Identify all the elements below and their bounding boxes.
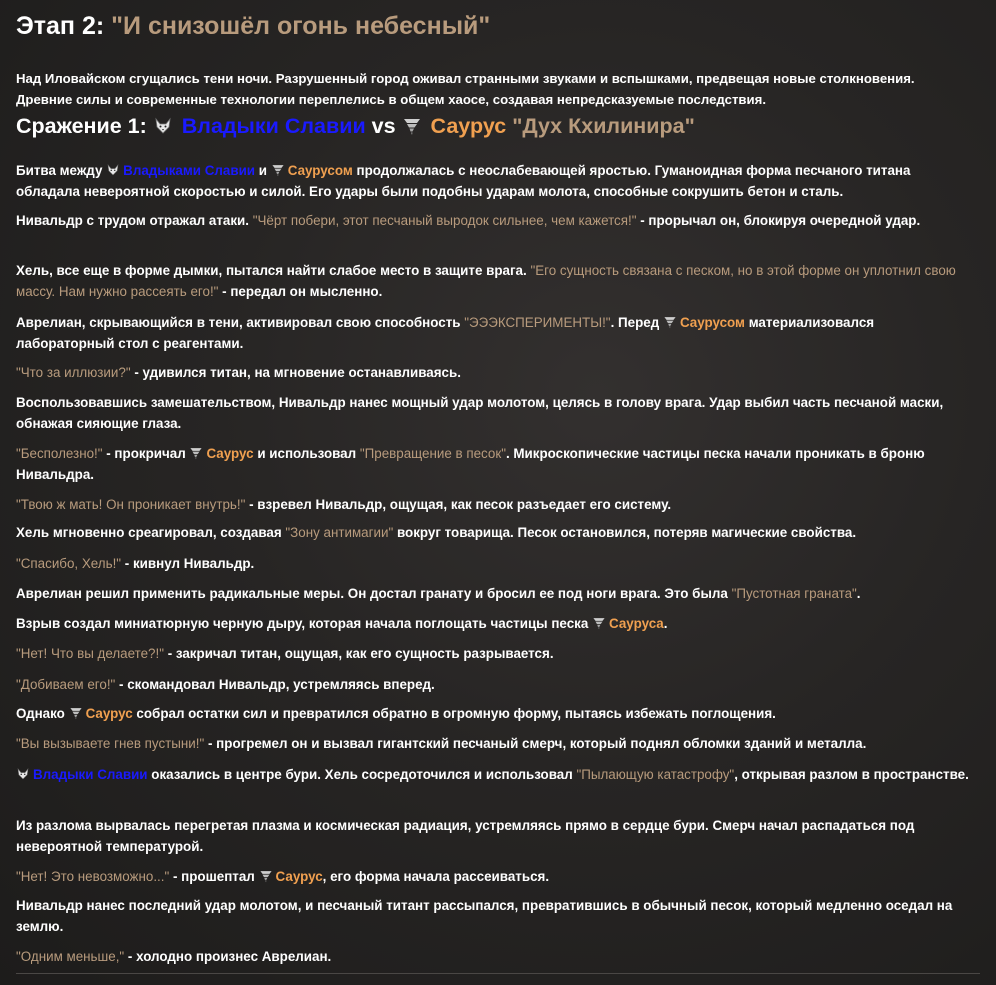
text: Хель мгновенно среагировал, создавая bbox=[16, 525, 282, 540]
text: Аврелиан решил применить радикальные меры. Он достал гранату и бросил ее под ноги врага. Это была bbox=[16, 586, 728, 601]
team2-name: Саурус bbox=[275, 869, 323, 884]
paragraph-3 bbox=[16, 260, 976, 302]
paragraph-4 bbox=[16, 312, 976, 354]
paragraph-7 bbox=[16, 443, 976, 485]
text: - холодно произнес Аврелиан. bbox=[127, 949, 332, 964]
quote: "Пылающую катастрофу" bbox=[576, 767, 735, 782]
text: Нивальдр нанес последний удар молотом, и песчаный титант рассыпался, превратившись в обычный песок, который медленно оседал на землю. bbox=[16, 898, 953, 934]
battle-title bbox=[16, 114, 695, 139]
section-divider bbox=[16, 973, 980, 974]
stage-title bbox=[16, 12, 490, 41]
text: и bbox=[258, 163, 268, 178]
paragraph-16 bbox=[16, 733, 976, 754]
text: - взревел Нивальдр, ощущая, как песок разъедает его систему. bbox=[249, 497, 672, 512]
stage-prefix: Этап 2: bbox=[16, 12, 105, 40]
text: , открывая разлом в пространстве. bbox=[734, 767, 969, 782]
text: - прорычал он, блокируя очередной удар. bbox=[640, 213, 921, 228]
paragraph-10 bbox=[16, 553, 976, 574]
quote: "Зону антимагии" bbox=[285, 525, 394, 540]
intro-line-2: Древние силы и современные технологии переплелись в общем хаосе, создавая непредсказуемые последствия. bbox=[16, 92, 766, 107]
quote: "Одним меньше," bbox=[16, 949, 125, 964]
paragraph-5 bbox=[16, 362, 976, 383]
quote: "Пустотная граната" bbox=[731, 586, 857, 601]
tornado-icon bbox=[189, 446, 203, 460]
text: - прокричал bbox=[106, 446, 186, 461]
team2-name: Саурус bbox=[85, 706, 133, 721]
text: оказались в центре бури. Хель сосредоточился и использовал bbox=[151, 767, 573, 782]
text: . Микроскопические частицы песка начали проникать в броню Нивальдра. bbox=[16, 446, 925, 482]
quote: "Бесполезно!" bbox=[16, 446, 103, 461]
quote: "Добиваем его!" bbox=[16, 677, 116, 692]
wolf-icon bbox=[16, 767, 30, 781]
paragraph-2 bbox=[16, 210, 976, 231]
paragraph-14 bbox=[16, 674, 976, 695]
paragraph-9 bbox=[16, 522, 976, 543]
intro-line-1: Над Иловайском сгущались тени ночи. Разрушенный город оживал странными звуками и вспышками, предвещая новые столкновения. bbox=[16, 71, 915, 86]
paragraph-1 bbox=[16, 160, 976, 202]
quote: "Превращение в песок" bbox=[359, 446, 506, 461]
text: материализовался лабораторный стол с реагентами. bbox=[16, 315, 875, 351]
quote: "ЭЭЭКСПЕРИМЕНТЫ!" bbox=[464, 315, 611, 330]
wolf-icon bbox=[153, 116, 173, 136]
tornado-icon bbox=[69, 706, 83, 720]
team2-name: Саурус bbox=[206, 446, 254, 461]
quote: "Что за иллюзии?" bbox=[16, 365, 131, 380]
text: продолжалась с неослабевающей яростью. Гуманоидная форма песчаного титана обладала невероятной скоростью и силой. Его удары были подобны ударам молота, способные сокрушить бетон и сталь. bbox=[16, 163, 911, 199]
text: - прошептал bbox=[172, 869, 255, 884]
paragraph-8 bbox=[16, 494, 976, 515]
text: - удивился титан, на мгновение останавливаясь. bbox=[134, 365, 461, 380]
paragraph-15 bbox=[16, 703, 976, 724]
text: вокруг товарища. Песок остановился, потеряв магические свойства. bbox=[396, 525, 857, 540]
text: и использовал bbox=[257, 446, 357, 461]
team2-name: Саурусом bbox=[287, 163, 353, 178]
text: Хель, все еще в форме дымки, пытался найти слабое место в защите врага. bbox=[16, 263, 527, 278]
team1-name: Владыками Славии bbox=[123, 163, 256, 178]
text: Воспользовавшись замешательством, Нивальдр нанес мощный удар молотом, целясь в голову врага. Удар выбил часть песчаной маски, обнажая сияющие глаза. bbox=[16, 395, 944, 431]
text: , его форма начала рассеиваться. bbox=[322, 869, 550, 884]
quote: "Твою ж мать! Он проникает внутрь!" bbox=[16, 497, 246, 512]
text: - кивнул Нивальдр. bbox=[124, 556, 255, 571]
text: . Перед bbox=[610, 315, 660, 330]
battle-vs: vs bbox=[371, 114, 396, 138]
tornado-icon bbox=[402, 116, 422, 136]
battle-team2-quote: "Дух Кхилинира" bbox=[512, 114, 695, 138]
battle-team2: Саурус bbox=[430, 114, 507, 138]
paragraph-13 bbox=[16, 643, 976, 664]
text: Аврелиан, скрывающийся в тени, активировал свою способность bbox=[16, 315, 461, 330]
team1-name: Владыки Славии bbox=[33, 767, 148, 782]
text: Однако bbox=[16, 706, 65, 721]
paragraph-12 bbox=[16, 613, 976, 634]
paragraph-17 bbox=[16, 764, 976, 785]
text: Битва между bbox=[16, 163, 103, 178]
quote: "Чёрт побери, этот песчаный выродок сильнее, чем кажется!" bbox=[252, 213, 637, 228]
quote: "Вы вызываете гнев пустыни!" bbox=[16, 736, 205, 751]
text: - закричал титан, ощущая, как его сущность разрывается. bbox=[167, 646, 554, 661]
text: . bbox=[663, 616, 668, 631]
paragraph-21 bbox=[16, 946, 976, 967]
text: Из разлома вырвалась перегретая плазма и космическая радиация, устремляясь прямо в сердце бури. Смерч начал распадаться под невероятной температурой. bbox=[16, 818, 915, 854]
team2-name: Сауруса bbox=[609, 616, 664, 631]
paragraph-19 bbox=[16, 866, 976, 887]
tornado-icon bbox=[592, 616, 606, 630]
text: - скомандовал Нивальдр, устремляясь вперед. bbox=[119, 677, 435, 692]
tornado-icon bbox=[259, 869, 273, 883]
paragraph-18 bbox=[16, 815, 976, 857]
battle-prefix: Сражение 1: bbox=[16, 114, 147, 138]
quote: "Нет! Это невозможно..." bbox=[16, 869, 170, 884]
quote: "Его сущность связана с песком, но в этой форме он уплотнил свою массу. Нам нужно рассеять его!" bbox=[16, 263, 956, 299]
text: Нивальдр с трудом отражал атаки. bbox=[16, 213, 249, 228]
paragraph-6 bbox=[16, 392, 976, 434]
tornado-icon bbox=[271, 163, 285, 177]
paragraph-11 bbox=[16, 583, 976, 604]
text: . bbox=[856, 586, 861, 601]
tornado-icon bbox=[663, 315, 677, 329]
quote: "Спасибо, Хель!" bbox=[16, 556, 122, 571]
team2-name: Саурусом bbox=[679, 315, 745, 330]
intro-text bbox=[16, 68, 976, 110]
quote: "Нет! Что вы делаете?!" bbox=[16, 646, 164, 661]
text: - передал он мысленно. bbox=[222, 284, 383, 299]
battle-team1: Владыки Славии bbox=[181, 114, 366, 138]
text: Взрыв создал миниатюрную черную дыру, которая начала поглощать частицы песка bbox=[16, 616, 589, 631]
stage-quote: "И снизошёл огонь небесный" bbox=[111, 12, 491, 40]
text: - прогремел он и вызвал гигантский песчаный смерч, который поднял обломки зданий и металла. bbox=[208, 736, 867, 751]
text: собрал остатки сил и превратился обратно в огромную форму, пытаясь избежать поглощения. bbox=[136, 706, 776, 721]
wolf-icon bbox=[106, 163, 120, 177]
paragraph-20 bbox=[16, 895, 976, 937]
